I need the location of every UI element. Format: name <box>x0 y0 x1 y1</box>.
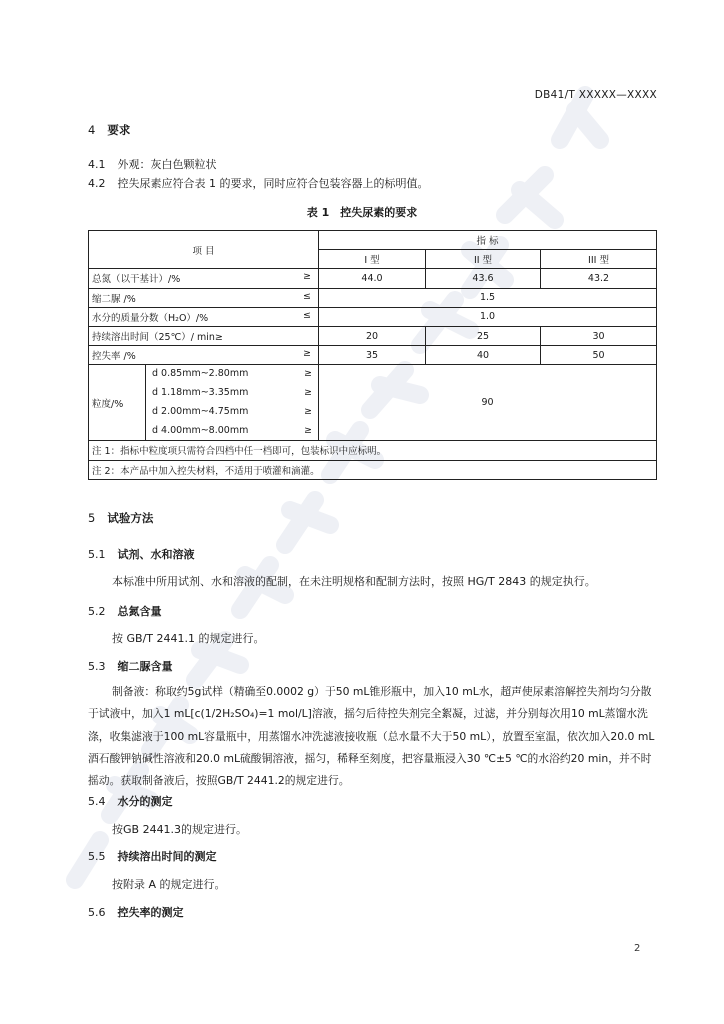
clause-4-1 <box>88 156 217 172</box>
cell-value: 43.6 <box>426 269 541 288</box>
section-title: 试验方法 <box>107 511 154 525</box>
granule-value: 90 <box>319 365 657 441</box>
section-4-heading <box>88 122 130 138</box>
granule-ranges <box>146 365 319 441</box>
clause-5-2-heading: 5.2 总氮含量 <box>88 605 162 618</box>
section-number: 4 <box>88 123 96 137</box>
clause-5-4-heading: 5.4 水分的测定 <box>88 795 173 808</box>
clause-4-2 <box>88 175 429 191</box>
row-label: 控失率 /% ≥ <box>89 346 319 365</box>
table-title: 表 1 控失尿素的要求 <box>306 206 418 219</box>
header-index: 指 标 <box>319 231 657 250</box>
table-row <box>89 307 657 326</box>
granule-range-item: d 0.85mm~2.80mm ≥ <box>152 368 312 380</box>
cell-value: 44.0 <box>319 269 426 288</box>
page-number: 2 <box>634 943 641 954</box>
clause-5-4-text: 按GB 2441.3的规定进行。 <box>112 823 248 836</box>
clause-text: 控失尿素应符合表 1 的要求，同时应符合包装容器上的标明值。 <box>117 177 429 190</box>
row-label: 缩二脲 /% ≤ <box>89 288 319 307</box>
cell-value: 1.5 <box>319 288 657 307</box>
header-type-3: III 型 <box>541 250 657 269</box>
clause-5-5-text: 按附录 A 的规定进行。 <box>112 878 226 891</box>
cell-value: 20 <box>319 326 426 345</box>
table-note: 注 1：指标中粒度项只需符合四档中任一档即可，包装标识中应标明。 <box>89 441 657 460</box>
clause-number: 4.2 <box>88 177 106 190</box>
cell-value: 43.2 <box>541 269 657 288</box>
granule-range-item: d 4.00mm~8.00mm ≥ <box>152 424 312 436</box>
table-note-row <box>89 441 657 460</box>
row-label: 总氮（以干基计）/% ≥ <box>89 269 319 288</box>
granule-range-item: d 1.18mm~3.35mm ≥ <box>152 387 312 399</box>
granule-range-item: d 2.00mm~4.75mm ≥ <box>152 405 312 417</box>
cell-value: 25 <box>426 326 541 345</box>
clause-5-1-text: 本标准中所用试剂、水和溶液的配制，在未注明规格和配制方法时，按照 HG/T 2843 的规定执行。 <box>112 575 596 588</box>
section-5-heading: 5 试验方法 <box>88 511 154 525</box>
table-note-row <box>89 460 657 479</box>
clause-text: 外观：灰白色颗粒状 <box>117 158 217 171</box>
cell-value: 30 <box>541 326 657 345</box>
header-type-1: I 型 <box>319 250 426 269</box>
cell-value: 35 <box>319 346 426 365</box>
cell-value: 1.0 <box>319 307 657 326</box>
table-row <box>89 269 657 288</box>
row-label: 水分的质量分数（H₂O）/% ≤ <box>89 307 319 326</box>
clause-5-3-text: 制备液：称取约5g试样（精确至0.0002 g）于50 mL锥形瓶中，加入10 mL水，超声使尿素溶解控失剂均匀分散于试液中，加入1 mL[c(1/2H₂SO₄)=1 mol/L]溶液，摇匀后待控失剂完全絮凝，过滤，并分别每次用10 mL蒸馏水洗涤，收集滤液于100 mL容量瓶中，用蒸馏水冲洗滤液接收瓶（总水量不大于50 mL），放置至室温，依次加入20.0 mL酒石酸钾钠碱性溶液和20.0 mL硫酸铜溶液，摇匀，稀释至刻度，把容量瓶浸入30 ℃±5 ℃的水浴约20 min，并不时摇动。获取制备液后，按照GB/T 2441.2的规定进行。 <box>88 685 655 788</box>
header-type-2: II 型 <box>426 250 541 269</box>
granule-label: 粒度/% <box>89 365 146 441</box>
section-title: 要求 <box>107 123 131 137</box>
cell-value: 40 <box>426 346 541 365</box>
clause-5-1-heading: 5.1 试剂、水和溶液 <box>88 548 195 561</box>
requirements-table <box>88 230 657 480</box>
cell-value: 50 <box>541 346 657 365</box>
clause-5-3-heading: 5.3 缩二脲含量 <box>88 660 173 673</box>
clause-5-5-heading: 5.5 持续溶出时间的测定 <box>88 850 217 863</box>
clause-5-2-text: 按 GB/T 2441.1 的规定进行。 <box>112 632 265 645</box>
document-code: DB41/T XXXXX—XXXX <box>534 89 657 101</box>
header-item: 项 目 <box>89 231 319 269</box>
row-label: 持续溶出时间（25℃）/ min≥ <box>89 326 319 345</box>
table-row <box>89 288 657 307</box>
table-row <box>89 346 657 365</box>
granule-row <box>89 365 657 441</box>
table-note: 注 2：本产品中加入控失材料，不适用于喷灌和滴灌。 <box>89 460 657 479</box>
table-row <box>89 326 657 345</box>
clause-number: 4.1 <box>88 158 106 171</box>
clause-5-6-heading: 5.6 控失率的测定 <box>88 906 184 919</box>
